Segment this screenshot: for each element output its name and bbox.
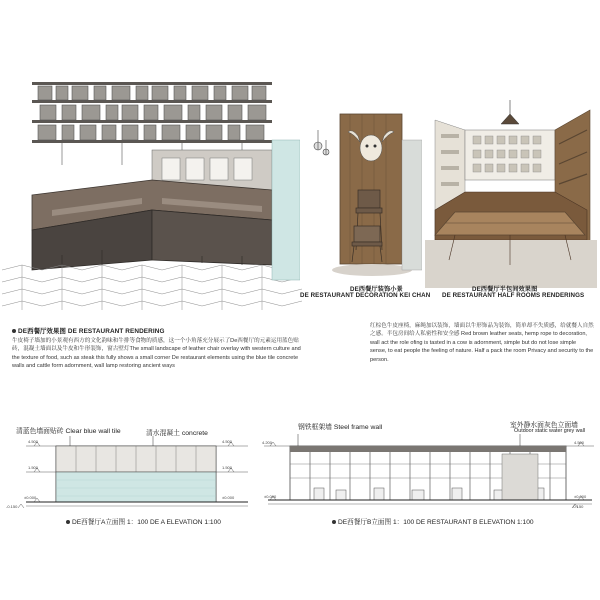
elev-a-level-top-right: 4.500 [222, 439, 233, 444]
main-restaurant-rendering [2, 70, 302, 310]
elev-b-level-below-right: -0.150 [572, 504, 584, 509]
decoration-rendering [300, 100, 422, 288]
elev-b-level-top-right: 4.500 [574, 440, 585, 445]
half-rooms-caption-cn: DE西餐厅半包间效果图 [472, 286, 538, 293]
label-outdoor-water-en: Outdoor static water grey wall [514, 428, 586, 434]
elevation-a-drawing [8, 436, 260, 512]
elev-b-level-base-right: ±0.000 [574, 494, 587, 499]
main-rendering-description: 牛皮椅子墙加的小景观有西方的文化韵味和牛排等食物的质感，这一个小角落充分展示了De西餐厅的元素运用蓝色贴砖，混凝土墙面以及牛皮和牛形装饰，窗古壁灯The small landscape of leather chair overlay with western culture and the texture of food, such as steak this fully shows a small corner De restaurant elements using the blue tile concrete walls and cattle form adornment, wall lamp restoring ancient ways [12, 338, 301, 370]
label-blue-wall-tile: 清蓝色墙面贴砖 Clear blue wall tile [16, 428, 121, 435]
elevation-b-drawing [262, 434, 598, 512]
label-outdoor-water-cn: 室外静水面灰色立面墙 [510, 422, 578, 429]
decoration-caption-en: DE RESTAURANT DECORATION KEI CHAN [300, 292, 431, 299]
elev-b-level-base-left: ±0.000 [264, 494, 277, 499]
elev-a-level-below-left: -0.150 [6, 504, 18, 509]
caption-bullet [66, 520, 70, 524]
caption-bullet [12, 329, 16, 333]
half-rooms-description: 红棕色牛皮座椅，麻绳加以装饰，墙面以牛形饰品为装饰，简单却不失质感，给就餐人自然之感。半包房间给人私密性和安全感 Red brown leather seats, hemp rope to decoration, wall act the role ofing is tasted in a cow is adornment, simple but do not lose simple sense, to eat people the feeling of nature. Half a pack the room Privacy and security to the person. [370, 323, 594, 363]
elev-a-level-mid-left: 1.500 [28, 465, 39, 470]
label-steel-frame-wall: 钢铁框架墙 Steel frame wall [298, 424, 383, 431]
label-concrete: 清水混凝土 concrete [146, 430, 208, 437]
elevation-a-caption: DE西餐厅A立面图 1：100 DE A ELEVATION 1:100 [66, 516, 221, 526]
elev-a-level-top-left: 4.500 [28, 439, 39, 444]
elevation-b-caption: DE西餐厅B立面图 1：100 DE RESTAURANT B ELEVATION 1:100 [332, 516, 534, 526]
caption-bullet [332, 520, 336, 524]
decoration-caption-cn: DE西餐厅装饰小景 [350, 286, 403, 293]
half-rooms-rendering [425, 100, 597, 288]
elev-a-level-base-left: ±0.000 [24, 495, 37, 500]
elev-a-level-mid-right: 1.500 [222, 465, 233, 470]
elev-b-level-top-left: 4.200 [262, 440, 273, 445]
main-rendering-caption: DE西餐厅效果图 DE RESTAURANT RENDERING [12, 326, 165, 335]
half-rooms-caption-en: DE RESTAURANT HALF ROOMS RENDERINGS [442, 292, 585, 299]
elev-a-level-base-right: ±0.000 [222, 495, 235, 500]
